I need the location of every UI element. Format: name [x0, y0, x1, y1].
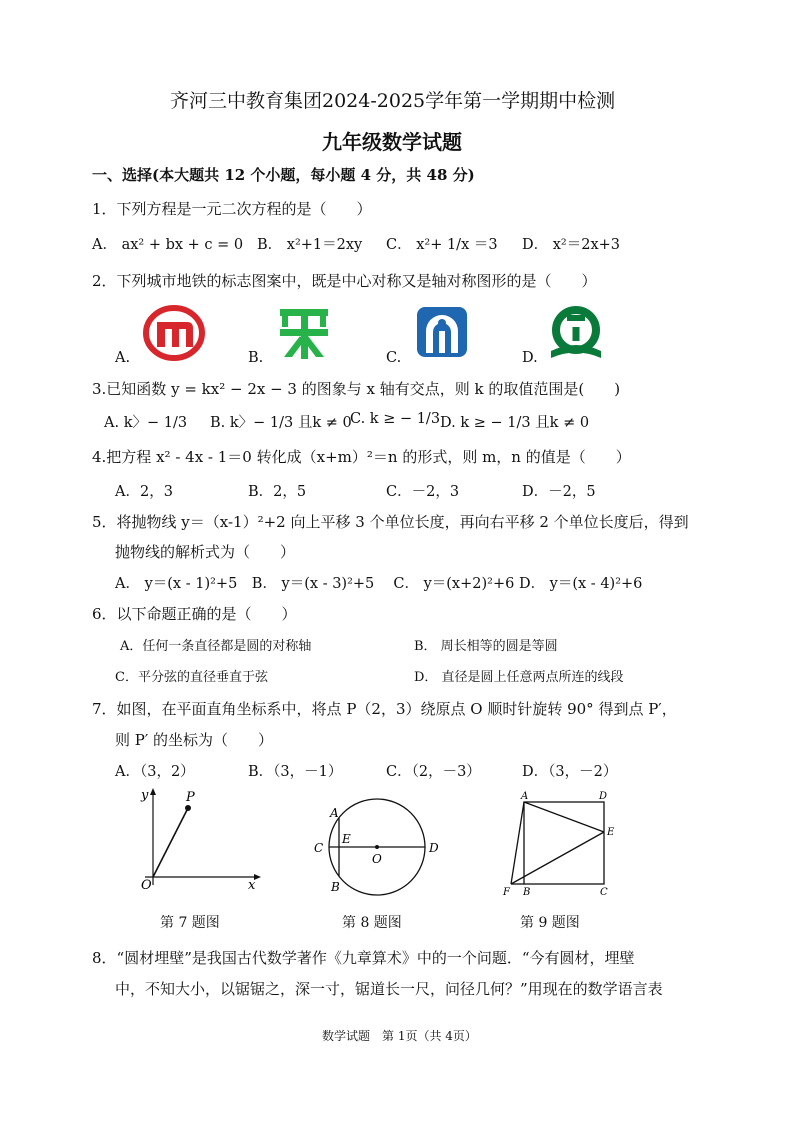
metro-logo-green-q-icon: [547, 305, 605, 367]
figure-9-caption: 第 9 题图: [520, 915, 580, 931]
question-3-stem: 3.已知函数 y = kx² − 2x − 3 的图象与 x 轴有交点，则 k 的取值范围是( ): [92, 380, 621, 398]
fig9-label-c: C: [600, 887, 608, 898]
question-5-options: A． y＝(x - 1)²+5 B． y＝(x - 3)²+5 C． y＝(x+2)²+6 D． y＝(x - 4)²+6: [115, 576, 643, 592]
figure-8-caption: 第 8 题图: [342, 915, 402, 931]
question-6-option-c: C．平分弦的直径垂直于弦: [115, 670, 268, 685]
question-4-option-c: C．－2，3: [386, 484, 460, 500]
fig8-label-c: C: [314, 841, 324, 855]
question-4-option-d: D．－2，5: [522, 484, 596, 500]
fig9-label-b: B: [523, 887, 531, 898]
fig7-label-x: x: [248, 878, 256, 893]
fig8-label-d: D: [429, 841, 439, 855]
question-7-option-d: D．（3，－2）: [522, 764, 618, 780]
question-4-option-b: B．2，5: [248, 484, 307, 500]
question-3-option-d: D. k ≥ − 1/3 且k ≠ 0: [440, 415, 590, 431]
figure-9-diagram: [495, 788, 625, 902]
figure-7-diagram: [125, 785, 265, 899]
metro-logo-green-symbol-icon: [276, 305, 332, 365]
question-3-option-a: A. k〉− 1/3: [104, 415, 188, 431]
question-1-stem: 1．下列方程是一元二次方程的是（ ）: [92, 200, 372, 218]
fig9-label-d: D: [599, 791, 608, 802]
metro-logo-red-m-icon: [143, 305, 205, 365]
question-7-option-b: B．（3，－1）: [248, 764, 343, 780]
question-2-option-d: D.: [522, 350, 538, 366]
question-8-line1: 8．“圆材埋壁”是我国古代数学著作《九章算术》中的一个问题．“今有圆材，埋壁: [92, 949, 635, 967]
question-8-line2: 中，不知大小，以锯锯之，深一寸，锯道长一尺，问径几何？”用现在的数学语言表: [115, 980, 663, 998]
fig8-label-b: B: [331, 880, 340, 894]
question-2-option-c: C.: [386, 350, 402, 366]
question-4-stem: 4.把方程 x² - 4x - 1＝0 转化成（x+m）²＝n 的形式，则 m，n 的值是（ ）: [92, 448, 631, 466]
figure-7-caption: 第 7 题图: [160, 915, 220, 931]
fig9-label-a: A: [521, 791, 529, 802]
figure-8-diagram: [305, 795, 455, 909]
question-2-stem: 2．下列城市地铁的标志图案中，既是中心对称又是轴对称图形的是（ ）: [92, 272, 597, 290]
fig7-label-p: P: [186, 790, 195, 805]
question-7-stem-line2: 则 P′ 的坐标为（ ）: [115, 731, 274, 749]
question-6-option-a: A．任何一条直径都是圆的对称轴: [120, 639, 312, 654]
question-1-option-a: A． ax² + bx + c = 0: [92, 237, 244, 253]
section-heading: 一、选择(本大题共 12 个小题，每小题 4 分，共 48 分): [92, 166, 475, 184]
question-7-option-c: C．（2，－3）: [386, 764, 481, 780]
question-4-option-a: A．2，3: [115, 484, 173, 500]
fig9-label-e: E: [607, 827, 615, 838]
exam-title: 齐河三中教育集团2024-2025学年第一学期期中检测: [170, 90, 616, 112]
question-1-option-c: C． x²+ 1/x ＝3: [386, 237, 498, 253]
question-1-option-d: D． x²＝2x+3: [522, 237, 621, 253]
metro-logo-blue-arch-icon: [415, 305, 469, 363]
fig7-label-o: O: [141, 878, 152, 893]
question-5-stem-line1: 5．将抛物线 y＝（x-1）²+2 向上平移 3 个单位长度，再向右平移 2 个单位长度后，得到: [92, 513, 689, 531]
question-6-stem: 6．以下命题正确的是（ ）: [92, 605, 297, 623]
question-6-option-d: D． 直径是圆上任意两点所连的线段: [414, 670, 624, 685]
fig9-label-f: F: [503, 887, 510, 898]
question-7-stem-line1: 7．如图，在平面直角坐标系中，将点 P（2，3）绕原点 O 顺时针旋转 90° 得到点 P′，: [92, 700, 677, 718]
question-5-stem-line2: 抛物线的解析式为（ ）: [115, 543, 296, 561]
page-footer: 数学试题 第 1页（共 4页）: [322, 1029, 477, 1043]
fig8-label-o: O: [372, 852, 382, 866]
question-7-option-a: A．（3，2）: [115, 764, 195, 780]
question-3-option-c: C. k ≥ − 1/3: [350, 411, 441, 427]
question-2-option-a: A.: [115, 350, 131, 366]
exam-subtitle: 九年级数学试题: [322, 130, 462, 154]
question-1-option-b: B． x²+1＝2xy: [257, 237, 363, 253]
fig8-label-e: E: [342, 832, 351, 846]
question-2-option-b: B.: [248, 350, 264, 366]
fig8-label-a: A: [330, 806, 339, 820]
fig7-label-y: y: [141, 788, 149, 803]
question-3-option-b: B. k〉− 1/3 且k ≠ 0: [210, 415, 352, 431]
question-6-option-b: B． 周长相等的圆是等圆: [414, 639, 558, 654]
